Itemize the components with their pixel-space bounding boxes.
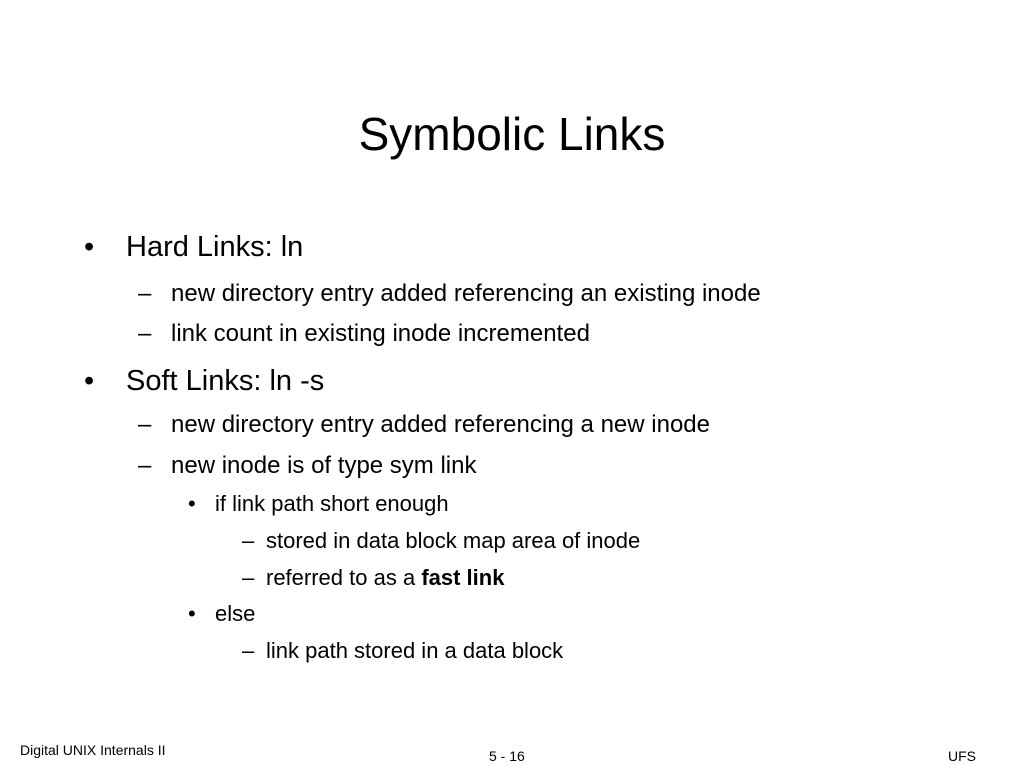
- slide-title: Symbolic Links: [358, 108, 666, 160]
- level4-text-prefix: referred to as a: [266, 565, 422, 590]
- level3-text: else: [215, 601, 256, 626]
- bullet-marker: •: [84, 231, 95, 263]
- footer-section: UFS: [948, 748, 976, 764]
- level4-text: link path stored in a data block: [266, 638, 564, 663]
- sub-bullet-text: new directory entry added referencing an existing inode: [171, 280, 761, 307]
- bullet-marker: •: [188, 491, 196, 516]
- dash-marker: –: [242, 638, 255, 663]
- dash-marker: –: [242, 565, 255, 590]
- footer-page-number: 5 - 16: [489, 748, 525, 764]
- dash-marker: –: [138, 320, 152, 347]
- sub-bullet-text: new directory entry added referencing a new inode: [171, 411, 710, 438]
- bullet-text: Hard Links: ln: [126, 231, 304, 263]
- dash-marker: –: [138, 452, 152, 479]
- level4-text: stored in data block map area of inode: [266, 528, 641, 553]
- bullet-text: Soft Links: ln -s: [126, 365, 325, 397]
- dash-marker: –: [138, 280, 152, 307]
- level3-text: if link path short enough: [215, 491, 449, 516]
- bullet-marker: •: [84, 365, 95, 397]
- bullet-marker: •: [188, 601, 196, 626]
- footer-course-title: Digital UNIX Internals II: [20, 742, 166, 758]
- sub-bullet-text: new inode is of type sym link: [171, 452, 477, 479]
- fast-link-bold: fast link: [421, 565, 505, 590]
- dash-marker: –: [138, 411, 152, 438]
- level4-text: [266, 564, 504, 592]
- dash-marker: –: [242, 528, 255, 553]
- sub-bullet-text: link count in existing inode incremented: [171, 320, 590, 347]
